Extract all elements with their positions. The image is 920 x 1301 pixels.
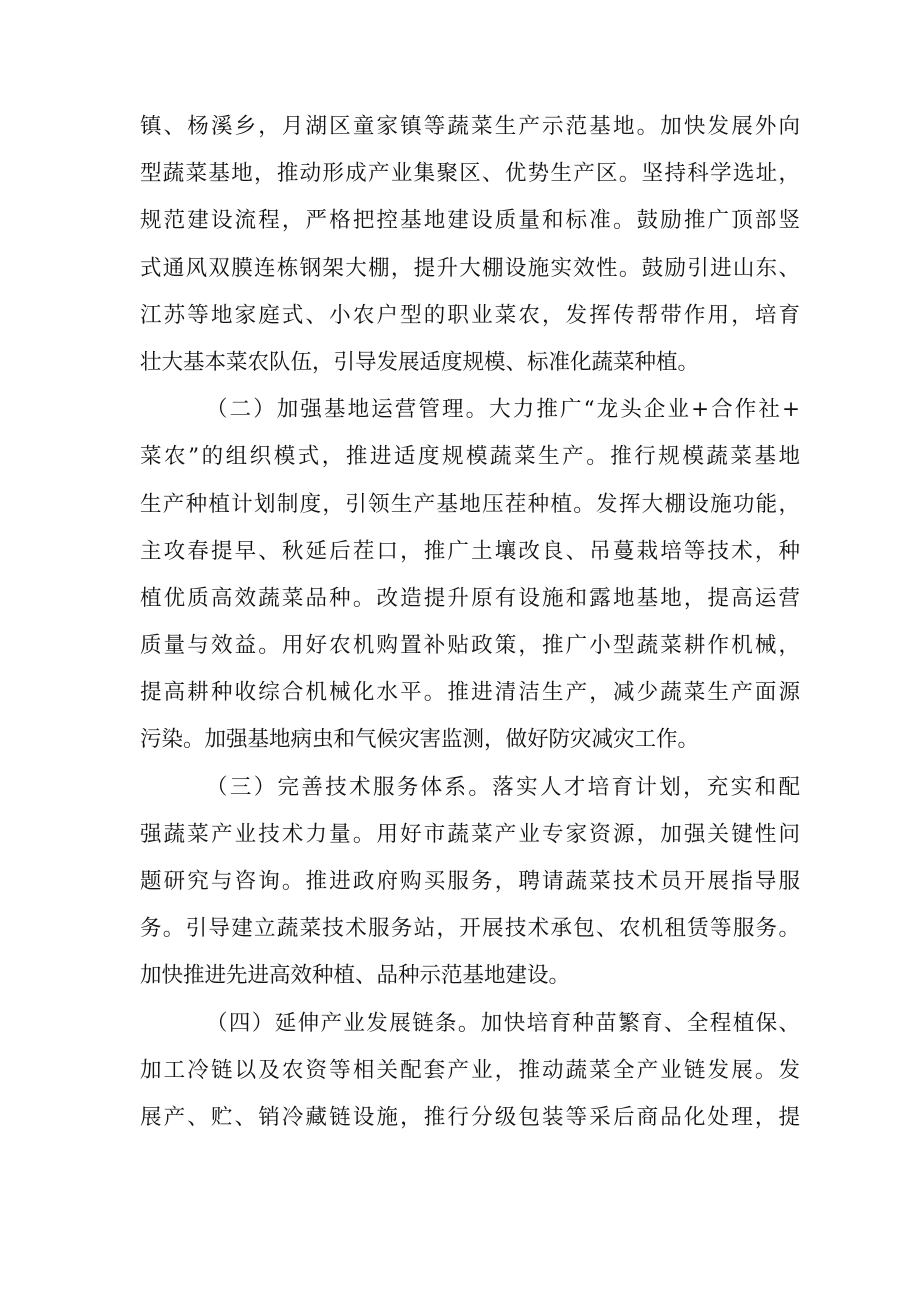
text-line: 质量与效益。用好农机购置补贴政策，推广小型蔬菜耕作机械， xyxy=(140,633,800,659)
text-line: （四）延伸产业发展链条。加快培育种苗繁育、全程植保、 xyxy=(206,1010,800,1036)
text-line: （三）完善技术服务体系。落实人才培育计划，充实和配 xyxy=(206,774,800,800)
text-line: 壮大基本菜农队伍，引导发展适度规模、标准化蔬菜种植。 xyxy=(140,349,700,375)
text-line: 展产、贮、销冷藏链设施，推行分级包装等采后商品化处理，提 xyxy=(140,1104,800,1130)
text-line: 加工冷链以及农资等相关配套产业，推动蔬菜全产业链发展。发 xyxy=(140,1057,800,1083)
text-line: 主攻春提早、秋延后茬口，推广土壤改良、吊蔓栽培等技术，种 xyxy=(140,538,800,564)
text-line: 题研究与咨询。推进政府购买服务，聘请蔬菜技术员开展指导服 xyxy=(140,869,800,894)
paragraph-industry-chain-extension xyxy=(140,1000,800,1142)
paragraph-base-operation-management xyxy=(140,386,800,764)
text-line: 镇、杨溪乡，月湖区童家镇等蔬菜生产示范基地。加快发展外向 xyxy=(140,114,800,139)
text-line: 加快推进先进高效种植、品种示范基地建设。 xyxy=(140,963,571,989)
text-line: 型蔬菜基地，推动形成产业集聚区、优势生产区。坚持科学选址， xyxy=(140,161,800,187)
text-line: 江苏等地家庭式、小农户型的职业菜农，发挥传帮带作用，培育 xyxy=(140,302,800,328)
text-line: 务。引导建立蔬菜技术服务站，开展技术承包、农机租赁等服务。 xyxy=(140,916,800,942)
text-line: （二）加强基地运营管理。大力推广“龙头企业+合作社+ xyxy=(206,397,800,423)
text-line: 提高耕种收综合机械化水平。推进清洁生产，减少蔬菜生产面源 xyxy=(140,680,800,706)
text-line: 生产种植计划制度，引领生产基地压茬种植。发挥大棚设施功能， xyxy=(140,491,800,517)
paragraph-base-construction-continued xyxy=(140,103,800,386)
text-line: 式通风双膜连栋钢架大棚，提升大棚设施实效性。鼓励引进山东、 xyxy=(140,255,800,281)
paragraph-technical-service-system xyxy=(140,764,800,1000)
text-line: 规范建设流程，严格把控基地建设质量和标准。鼓励推广顶部竖 xyxy=(140,208,800,234)
text-line: 植优质高效蔬菜品种。改造提升原有设施和露地基地，提高运营 xyxy=(140,585,800,611)
text-line: 强蔬菜产业技术力量。用好市蔬菜产业专家资源，加强关键性问 xyxy=(140,821,800,847)
text-line: 污染。加强基地病虫和气候灾害监测，做好防灾减灾工作。 xyxy=(140,727,700,753)
text-line: 菜农”的组织模式，推进适度规模蔬菜生产。推行规模蔬菜基地 xyxy=(140,444,800,470)
document-body xyxy=(140,103,800,1141)
